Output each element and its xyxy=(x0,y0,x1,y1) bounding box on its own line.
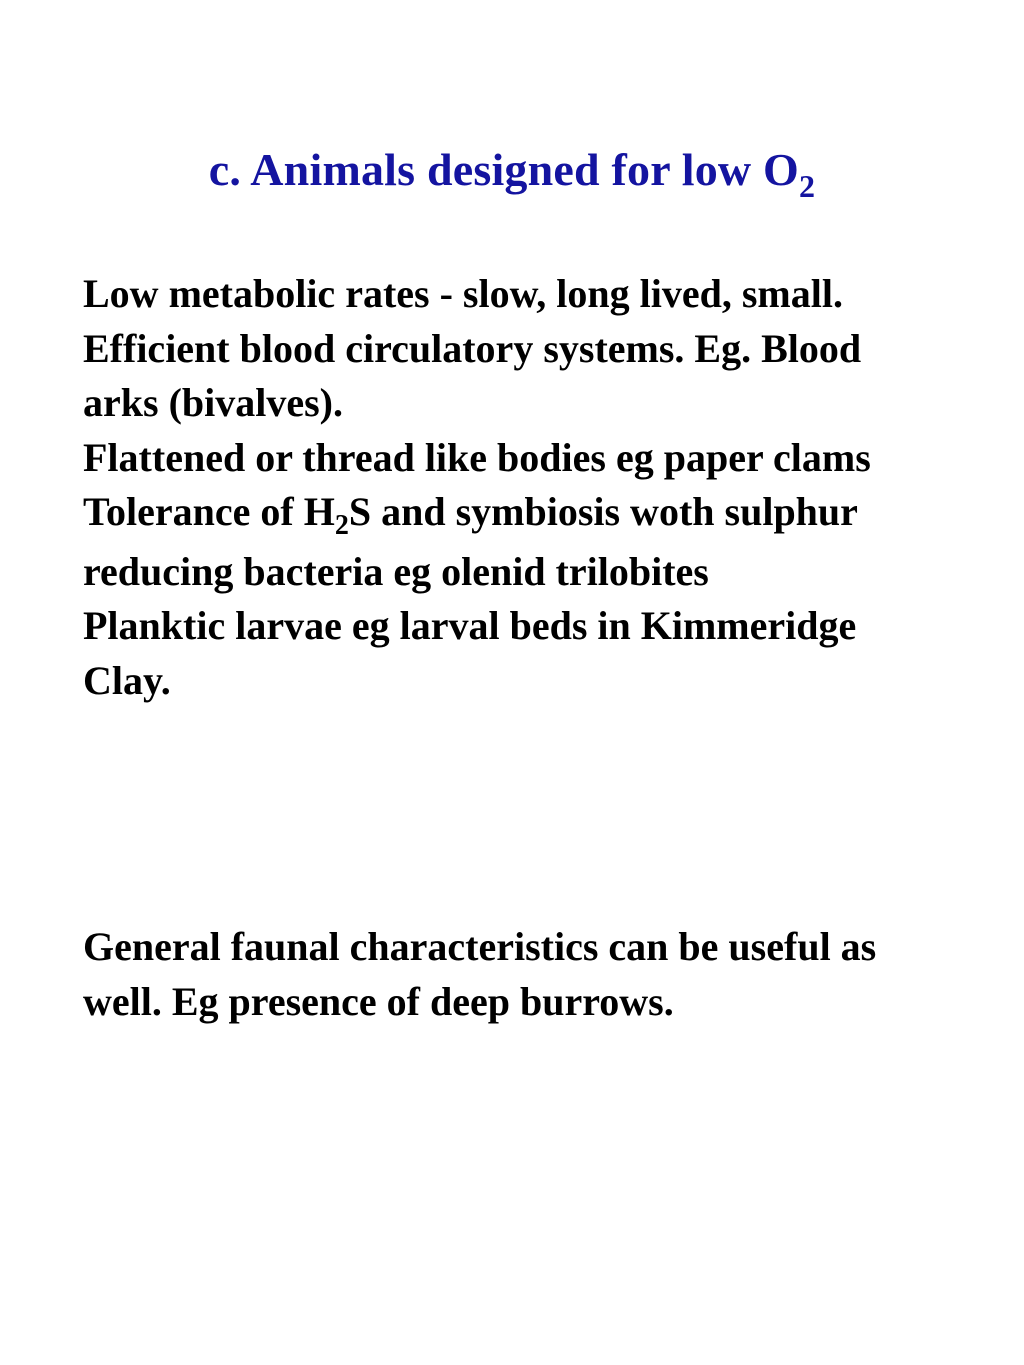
closing-paragraph-block xyxy=(83,920,883,1029)
paragraph-metabolic-rates: Low metabolic rates - slow, long lived, small. xyxy=(83,271,843,316)
slide-title-subscript: 2 xyxy=(799,168,816,204)
paragraph-flattened-bodies: Flattened or thread like bodies eg paper clams xyxy=(83,434,871,480)
slide-title xyxy=(0,142,1024,202)
h2s-text-post: S and symbiosis woth sulphur reducing bacteria eg olenid trilobites xyxy=(83,489,858,594)
paragraph-general-faunal: General faunal characteristics can be useful as well. Eg presence of deep burrows. xyxy=(83,924,877,1024)
paragraph-planktic-larvae: Planktic larvae eg larval beds in Kimmeridge Clay. xyxy=(83,603,857,703)
characteristics-list xyxy=(83,267,883,708)
paragraph-circulatory-systems: Efficient blood circulatory systems. Eg. Blood arks (bivalves). xyxy=(83,325,862,425)
h2s-text-pre: Tolerance of H xyxy=(83,489,335,534)
paragraph-h2s-tolerance xyxy=(83,485,883,599)
slide-title-text: c. Animals designed for low O xyxy=(208,144,799,195)
h2s-subscript: 2 xyxy=(334,510,349,541)
